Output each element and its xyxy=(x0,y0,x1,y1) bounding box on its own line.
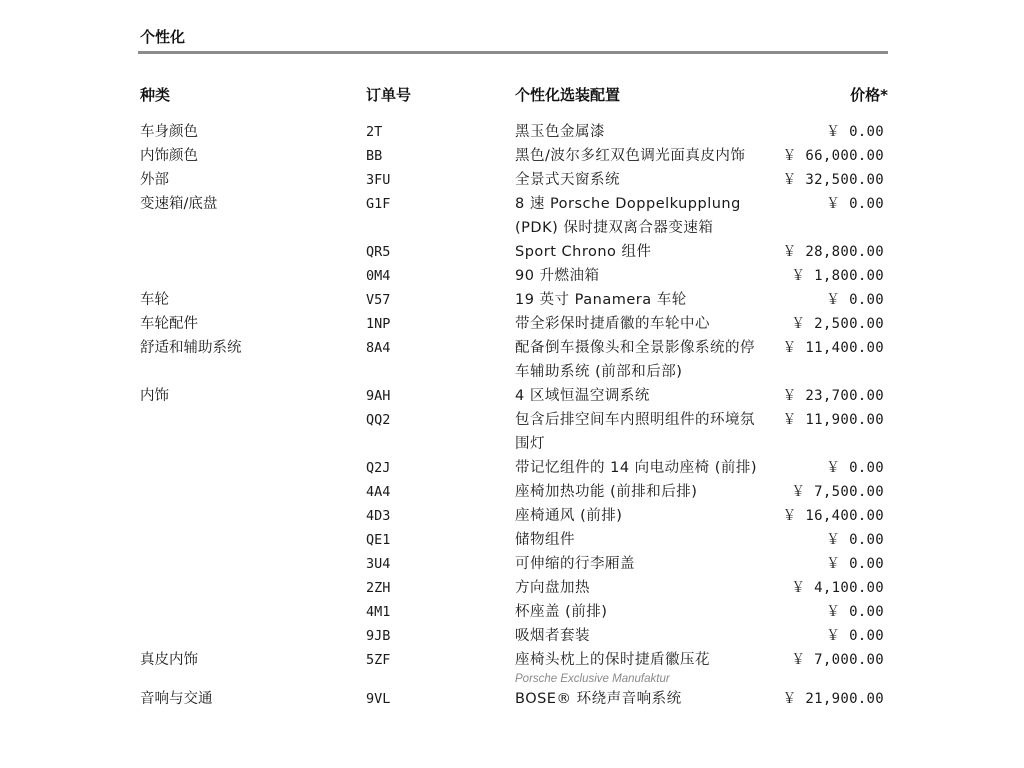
header-option: 个性化选装配置 xyxy=(515,86,621,104)
row-order-code: 2ZH xyxy=(366,580,391,596)
row-category: 外部 xyxy=(140,172,169,188)
row-option-text: 座椅头枕上的保时捷盾徽压花 xyxy=(515,652,710,668)
row-price: ￥ 32,500.00 xyxy=(782,172,884,188)
table-row xyxy=(0,336,1024,384)
row-option xyxy=(515,624,765,648)
row-category: 车轮 xyxy=(140,292,169,308)
header-order-no: 订单号 xyxy=(366,86,412,104)
table-row xyxy=(0,408,1024,456)
row-price: ￥ 1,800.00 xyxy=(791,268,884,284)
row-price: ￥ 11,400.00 xyxy=(782,340,884,356)
row-option-subtitle: Porsche Exclusive Manufaktur xyxy=(515,673,670,685)
table-row xyxy=(0,687,1024,711)
row-option xyxy=(515,240,765,264)
table-row xyxy=(0,192,1024,240)
table-row xyxy=(0,528,1024,552)
table-row xyxy=(0,600,1024,624)
table-row xyxy=(0,552,1024,576)
table-row xyxy=(0,312,1024,336)
row-option-text: 可伸缩的行李厢盖 xyxy=(515,556,635,572)
row-order-code: 3FU xyxy=(366,172,391,188)
row-option xyxy=(515,144,765,168)
row-category: 真皮内饰 xyxy=(140,652,198,668)
row-option xyxy=(515,552,765,576)
row-price: ￥ 16,400.00 xyxy=(782,508,884,524)
table-row xyxy=(0,384,1024,408)
row-option xyxy=(515,576,765,600)
row-price: ￥ 7,000.00 xyxy=(791,652,884,668)
row-order-code: 8A4 xyxy=(366,340,391,356)
row-option-text: 配备倒车摄像头和全景影像系统的停车辅助系统 (前部和后部) xyxy=(515,340,755,380)
row-order-code: 9JB xyxy=(366,628,391,644)
row-order-code: BB xyxy=(366,148,383,164)
row-option xyxy=(515,504,765,528)
table-row xyxy=(0,504,1024,528)
row-option-text: 全景式天窗系统 xyxy=(515,172,620,188)
row-option xyxy=(515,648,765,687)
row-option-text: 座椅加热功能 (前排和后排) xyxy=(515,484,698,500)
row-option-text: 8 速 Porsche Doppelkupplung (PDK) 保时捷双离合器变速箱 xyxy=(515,196,741,236)
row-option-text: 包含后排空间车内照明组件的环境氛围灯 xyxy=(515,412,755,452)
row-option xyxy=(515,600,765,624)
section-divider xyxy=(138,51,888,54)
row-price: ￥ 0.00 xyxy=(826,628,884,644)
row-price: ￥ 0.00 xyxy=(826,604,884,620)
row-order-code: 5ZF xyxy=(366,652,391,668)
row-order-code: 9VL xyxy=(366,691,391,707)
row-option-text: 储物组件 xyxy=(515,532,575,548)
options-table xyxy=(0,120,1024,711)
row-option xyxy=(515,192,765,240)
row-order-code: 4M1 xyxy=(366,604,391,620)
row-option xyxy=(515,312,765,336)
row-category: 车身颜色 xyxy=(140,124,198,140)
row-price: ￥ 11,900.00 xyxy=(782,412,884,428)
row-price: ￥ 28,800.00 xyxy=(782,244,884,260)
row-option xyxy=(515,264,765,288)
row-order-code: QQ2 xyxy=(366,412,391,428)
row-order-code: 3U4 xyxy=(366,556,391,572)
row-order-code: QE1 xyxy=(366,532,391,548)
row-category: 内饰颜色 xyxy=(140,148,198,164)
row-option-text: 90 升燃油箱 xyxy=(515,268,600,284)
row-option xyxy=(515,480,765,504)
row-option-text: 4 区域恒温空调系统 xyxy=(515,388,650,404)
row-category: 变速箱/底盘 xyxy=(140,196,218,212)
table-row xyxy=(0,264,1024,288)
row-order-code: 4A4 xyxy=(366,484,391,500)
row-price: ￥ 66,000.00 xyxy=(782,148,884,164)
row-price: ￥ 0.00 xyxy=(826,292,884,308)
table-row xyxy=(0,624,1024,648)
row-option xyxy=(515,168,765,192)
row-option xyxy=(515,120,765,144)
row-option-text: 黑玉色金属漆 xyxy=(515,124,605,140)
row-option xyxy=(515,288,765,312)
table-header xyxy=(0,84,1024,104)
row-price: ￥ 21,900.00 xyxy=(782,691,884,707)
row-price: ￥ 0.00 xyxy=(826,556,884,572)
row-option-text: Sport Chrono 组件 xyxy=(515,244,652,260)
header-category: 种类 xyxy=(140,86,171,104)
row-option xyxy=(515,384,765,408)
table-row xyxy=(0,288,1024,312)
row-price: ￥ 23,700.00 xyxy=(782,388,884,404)
row-option-text: 方向盘加热 xyxy=(515,580,590,596)
row-order-code: 2T xyxy=(366,124,383,140)
row-category: 舒适和辅助系统 xyxy=(140,340,242,356)
row-option-text: 带全彩保时捷盾徽的车轮中心 xyxy=(515,316,710,332)
row-option-text: 黑色/波尔多红双色调光面真皮内饰 xyxy=(515,148,746,164)
row-order-code: 9AH xyxy=(366,388,391,404)
row-option xyxy=(515,528,765,552)
row-option xyxy=(515,456,765,480)
row-price: ￥ 0.00 xyxy=(826,124,884,140)
row-price: ￥ 4,100.00 xyxy=(791,580,884,596)
table-row xyxy=(0,168,1024,192)
row-order-code: 1NP xyxy=(366,316,391,332)
row-category: 内饰 xyxy=(140,388,169,404)
table-row xyxy=(0,144,1024,168)
row-price: ￥ 2,500.00 xyxy=(791,316,884,332)
row-category: 车轮配件 xyxy=(140,316,198,332)
table-row xyxy=(0,120,1024,144)
row-price: ￥ 0.00 xyxy=(826,460,884,476)
table-row xyxy=(0,456,1024,480)
row-order-code: G1F xyxy=(366,196,391,212)
row-order-code: V57 xyxy=(366,292,391,308)
table-row xyxy=(0,648,1024,687)
row-order-code: QR5 xyxy=(366,244,391,260)
row-order-code: 0M4 xyxy=(366,268,391,284)
row-option xyxy=(515,408,765,456)
row-option-text: 带记忆组件的 14 向电动座椅 (前排) xyxy=(515,460,758,476)
row-option-text: 吸烟者套装 xyxy=(515,628,590,644)
table-row xyxy=(0,480,1024,504)
row-price: ￥ 7,500.00 xyxy=(791,484,884,500)
header-price: 价格* xyxy=(850,86,888,104)
row-option-text: 座椅通风 (前排) xyxy=(515,508,623,524)
row-order-code: Q2J xyxy=(366,460,391,476)
row-option-text: 杯座盖 (前排) xyxy=(515,604,608,620)
row-option-text: BOSE® 环绕声音响系统 xyxy=(515,691,682,707)
table-row xyxy=(0,576,1024,600)
row-order-code: 4D3 xyxy=(366,508,391,524)
row-price: ￥ 0.00 xyxy=(826,532,884,548)
row-option xyxy=(515,687,765,711)
row-category: 音响与交通 xyxy=(140,691,213,707)
row-option-text: 19 英寸 Panamera 车轮 xyxy=(515,292,687,308)
row-option xyxy=(515,336,765,384)
row-price: ￥ 0.00 xyxy=(826,196,884,212)
table-row xyxy=(0,240,1024,264)
section-title: 个性化 xyxy=(140,28,186,46)
